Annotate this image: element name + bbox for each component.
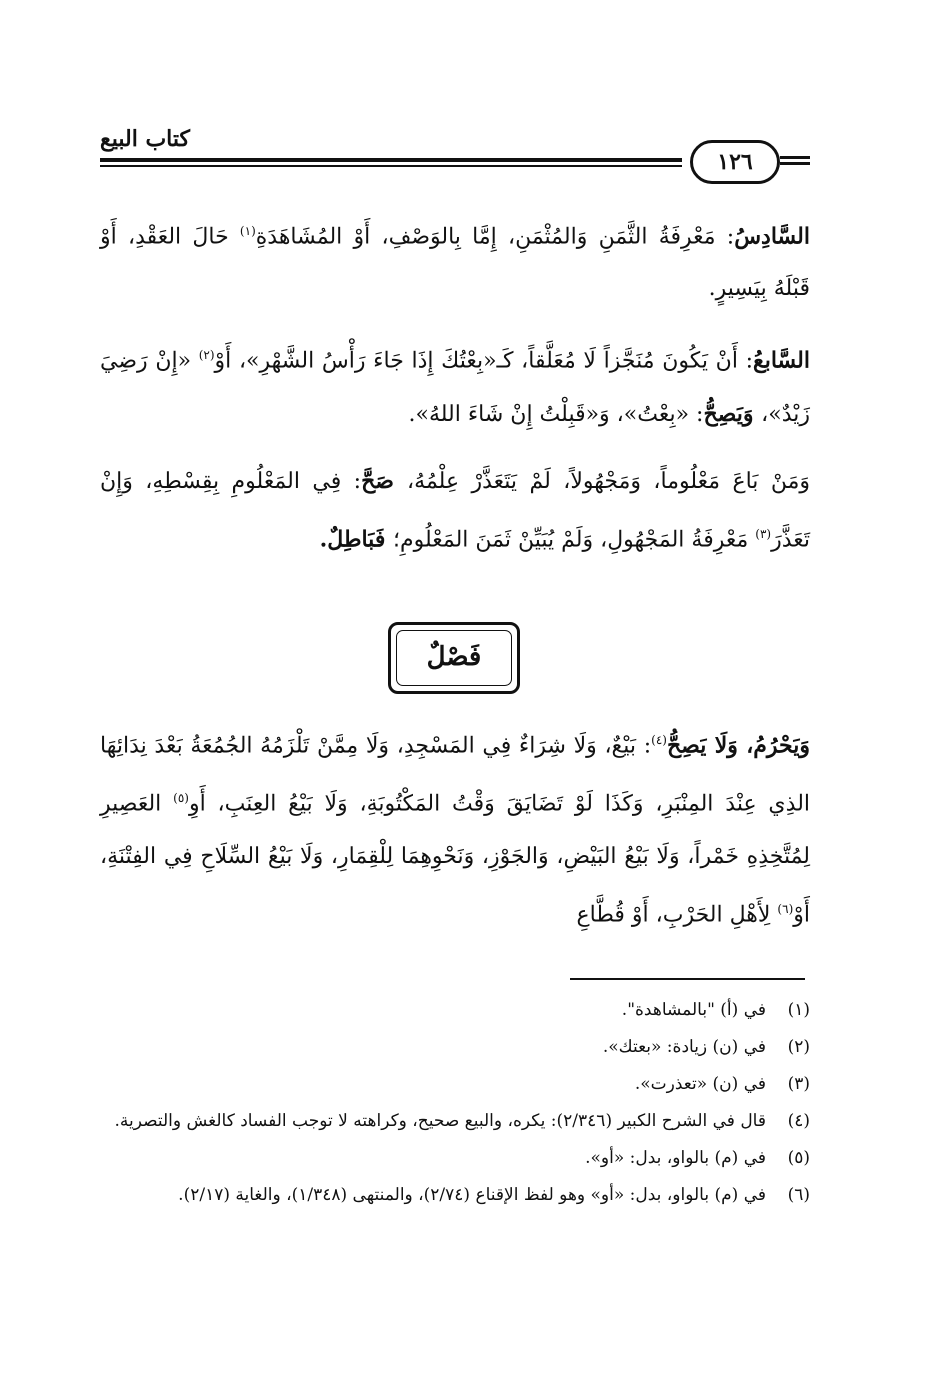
paragraph-keyword: صَحَّ xyxy=(361,467,408,494)
paragraph-keyword: السَّادِسُ xyxy=(734,223,810,250)
footnote-number: (٥) xyxy=(787,1148,810,1168)
footnotes xyxy=(100,995,810,1217)
paragraph-text: لِأَهْلِ الحَرْبِ، أَوْ قُطَّاعِ xyxy=(576,901,778,927)
footnote-ref: (٦) xyxy=(777,901,794,916)
main-text xyxy=(100,205,810,580)
paragraph-text: : أَنْ يَكُونَ مُنَجَّزاً لَا مُعَلَّقاً، كَـ«بِعْتُكَ إِذَا جَاءَ رَأْسُ الشَّهْرِ»، أَوْ xyxy=(214,348,754,374)
footnote-text: في (ن) زيادة: «بعتك». xyxy=(602,1037,766,1057)
paragraph-known-unknown xyxy=(100,455,810,566)
footnote-separator xyxy=(570,978,805,980)
footnote-number: (٢) xyxy=(787,1037,810,1057)
footnote xyxy=(100,1032,810,1063)
paragraph-seventh xyxy=(100,329,810,440)
paragraph-text: : «بِعْتُ»، وَ«قَبِلْتُ إِنْ شَاءَ اللهُ». xyxy=(408,401,704,427)
paragraph-text: : بَيْعٌ، وَلَا شِرَاءٌ فِي المَسْجِدِ، وَلَا مِمَّنْ تَلْزَمُهُ الجُمُعَةُ بَعْدَ نِدَائِهَا الذِي عِنْدَ المِنْبَرِ، وَكَذَا لَوْ تَضَايَقَ وَقْتُ المَكْتُوبَةِ، وَلَا بَيْعُ العِنَبِ، أَوِ xyxy=(100,733,811,817)
footnote-text: في (ن) «تعذرت». xyxy=(634,1074,766,1094)
footnote-ref: (٢) xyxy=(198,348,215,363)
paragraph-keyword: السَّابعُ xyxy=(753,347,810,374)
paragraph-keyword: وَيَحْرُمُ، وَلَا يَصِحُّ xyxy=(666,732,811,759)
page-number: ١٢٦ xyxy=(690,140,780,184)
footnote xyxy=(100,1180,810,1211)
paragraph-text: «إِنْ رَضِيَ زَيْدٌ»، xyxy=(100,348,810,427)
paragraph-sixth xyxy=(100,205,810,315)
footnote-number: (١) xyxy=(787,1000,810,1020)
header-rule xyxy=(100,158,682,162)
footnote-text: في (م) بالواو، بدل: «أو» وهو لفظ الإقناع (٢/٧٤)، والمنتهى (١/٣٤٨)، والغاية (٢/١٧). xyxy=(178,1185,766,1205)
paragraph-keyword: وَيَصِحُّ xyxy=(703,400,762,427)
header-ornament xyxy=(780,162,810,165)
paragraph-text: وَمَنْ بَاعَ مَعْلُوماً، وَمَجْهُولاً، لَمْ يَتَعَذَّرْ عِلْمُهُ، xyxy=(407,468,810,494)
footnote xyxy=(100,1069,810,1100)
footnote xyxy=(100,995,810,1026)
paragraph-prohibited-sales xyxy=(100,714,810,941)
paragraph-text: : مَعْرِفَةُ الثَّمَنِ وَالمُثْمَنِ، إِمَّا بِالوَصْفِ، أَوْ المُشَاهَدَةِ xyxy=(255,224,735,250)
paragraph-keyword: فَبَاطِلٌ. xyxy=(319,525,393,552)
paragraph-text: حَالَ العَقْدِ، أَوْ قَبْلَهُ بِيَسِيرٍ. xyxy=(100,224,810,302)
section-text xyxy=(100,714,810,955)
footnote-number: (٤) xyxy=(787,1111,810,1131)
footnote-text: في (م) بالواو، بدل: «أو». xyxy=(585,1148,766,1168)
footnote-ref: (٤) xyxy=(651,733,667,747)
footnote xyxy=(100,1106,810,1137)
footnote xyxy=(100,1143,810,1174)
header-rule-thin xyxy=(100,165,682,167)
paragraph-text: : فِي المَعْلُومِ بِقِسْطِهِ، وَإِنْ تَعَذَّرَ xyxy=(100,468,810,552)
footnote-ref: (٣) xyxy=(755,526,772,541)
footnote-number: (٣) xyxy=(787,1074,810,1094)
book-title: كتاب البيع xyxy=(100,126,190,152)
footnote-ref: (١) xyxy=(239,224,256,238)
page-header xyxy=(100,118,810,188)
paragraph-text: العَصِيرِ لِمُتَّخِذِهِ خَمْراً، وَلَا بَيْعُ البَيْضِ، وَالجَوْزِ، وَنَحْوِهِمَا لِلْقِمَارِ، وَلَا بَيْعُ السِّلَاحِ فِي الفِتْنَةِ، أَوْ xyxy=(100,791,810,927)
footnote-text: قال في الشرح الكبير (٢/٣٤٦): يكره، والبيع صحيح، وكراهته لا توجب الفساد كالغش والتصرية. xyxy=(114,1111,766,1131)
section-heading: فَصْلٌ xyxy=(396,630,512,686)
footnote-text: في (أ) "بالمشاهدة". xyxy=(621,1000,766,1020)
header-ornament xyxy=(780,156,810,159)
footnote-number: (٦) xyxy=(787,1185,810,1205)
paragraph-text: مَعْرِفَةُ المَجْهُولِ، وَلَمْ يُبَيِّنْ ثَمَنَ المَعْلُومِ؛ xyxy=(393,526,756,552)
footnote-ref: (٥) xyxy=(173,791,189,806)
section-heading-frame xyxy=(388,622,520,694)
